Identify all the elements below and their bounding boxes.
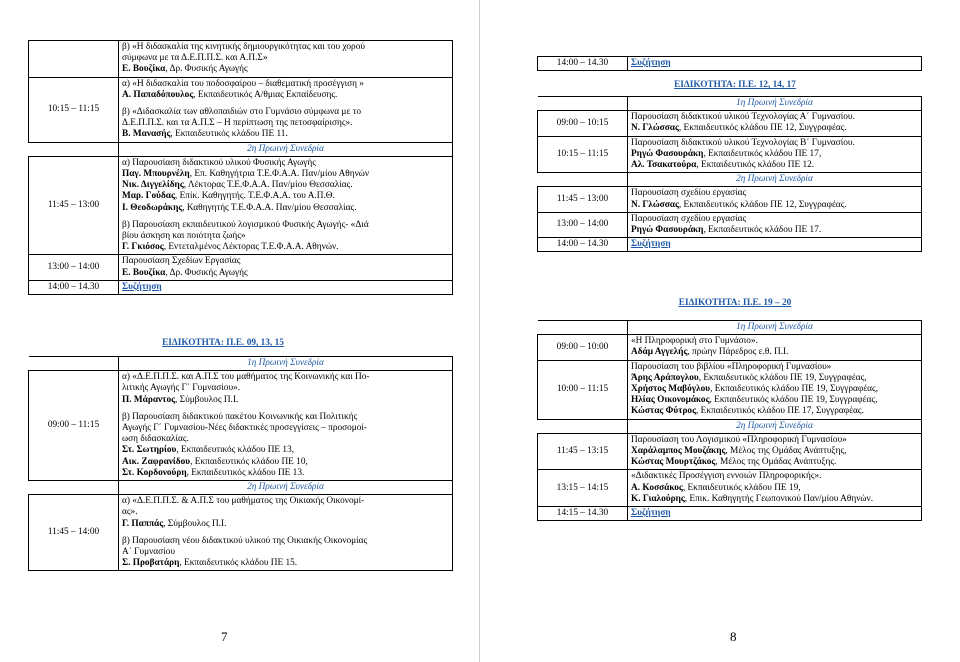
time-cell: 09:00 – 11:15 [29,371,119,481]
content-cell [119,495,453,571]
content-cell [119,77,453,142]
text-line: Κ. Γιαλούρης, Επικ. Καθηγητής Γεωπονικού Παν/μίου Αθηνών. [631,493,874,504]
text-line: Π. Μάραντος, Σύμβουλος Π.Ι. [122,394,239,405]
text-line: λιτικής Αγωγής Γ΄ Γυμνασίου». [122,383,241,394]
session-row [538,321,922,335]
text-line: Αλ. Τσακατούρα, Εκπαιδευτικός κλάδου ΠΕ 12. [631,160,815,171]
right-page [481,0,960,662]
table-row [538,470,922,507]
discussion-label: Συζήτηση [122,281,162,292]
left-page [0,0,478,662]
person-name: Ε. Βουζίκα [122,64,166,75]
time-cell: 10:00 – 11:15 [538,360,628,419]
text-line: Παρουσίαση σχεδίου εργασίας [631,188,747,199]
text-line: Αικ. Ζαφρανίδου, Εκπαιδευτικός κλάδου ΠΕ 10, [122,456,308,467]
text-line: Ηλίας Οικονομάκος, Εκπαιδευτικός κλάδου ΠΕ 19, Συγγραφέας, [631,395,878,406]
table-row [29,77,453,142]
content-cell [119,41,453,78]
text-line: Παρουσίαση του Λογισμικού «Πληροφορική Γυμνασίου» [631,434,847,445]
text-line: β) Παρουσίαση διδακτικού πακέτου Κοινωνικής και Πολιτικής [122,411,358,422]
text-line: Γ. Παππάς, Σύμβουλος Π.Ι. [122,518,227,529]
table-row [538,212,922,237]
text-line: ας». [122,507,138,518]
table-row [29,41,453,78]
session-heading: 1η Πρωινή Συνεδρία [247,358,324,368]
text-line: Χαράλαμπος Μουζάκης, Μέλος της Ομάδας Ανάπτυξης, [631,446,847,457]
text-line: Παρουσίαση Σχεδίων Εργασίας [122,256,241,267]
text-line: «Η Πληροφορική στο Γυμνάσιο». [631,336,758,347]
text-line: Α΄ Γυμνασίου [122,547,175,558]
time-cell: 13:00 – 14:00 [29,255,119,280]
specialty-heading: ΕΙΔΙΚΟΤΗΤΑ: Π.Ε. 09, 13, 15 [162,338,284,348]
text-line: β) Παρουσίαση νέου διδακτικού υλικού της Οικιακής Οικονομίας [122,535,368,546]
right-schedule-table-1 [537,96,922,252]
text-line: Παρουσίαση διδακτικού υλικού Τεχνολογίας Α΄ Γυμνασίου. [631,112,855,123]
text-line: Ε. Βουζίκα, Δρ. Φυσικής Αγωγής [122,267,248,278]
specialty-heading: ΕΙΔΙΚΟΤΗΤΑ: Π.Ε. 12, 14, 17 [674,80,796,90]
table-row [538,335,922,360]
text-line: α) «Δ.Ε.Π.Π.Σ. & Α.Π.Σ του μαθήματος της Οικιακής Οικονομί- [122,496,365,507]
right-top-row-table [537,56,922,71]
text-line: βίου άσκηση και ποιότητα ζωής» [122,231,246,242]
text-line: Παρουσίαση διδακτικού υλικού Τεχνολογίας Β΄ Γυμνασίου. [631,137,855,148]
content-cell [628,57,922,71]
page-number: 7 [221,629,228,644]
text-line: «Διδακτικές Προσέγγιση εννοιών Πληροφορικής». [631,471,822,482]
time-cell: 11:45 – 13:15 [538,433,628,470]
content-cell [628,238,922,252]
text-line: Ρηγώ Φασουράκη, Εκπαιδευτικός κλάδου ΠΕ 17, [631,148,822,159]
text-line: Ν. Γλώσσας, Εκπαιδευτικός κλάδου ΠΕ 12, Συγγραφέας. [631,123,847,134]
content-cell [628,360,922,419]
table-row [29,280,453,294]
content-cell [628,212,922,237]
discussion-label: Συζήτηση [631,508,671,519]
session-heading: 1η Πρωινή Συνεδρία [736,322,813,332]
table-row [538,433,922,470]
table-row [538,187,922,212]
left-bottom-schedule-table [28,356,453,571]
time-cell: 13:00 – 14:00 [538,212,628,237]
table-row [29,156,453,255]
session-row [538,173,922,187]
time-cell: 11:45 – 13:00 [538,187,628,212]
session-heading: 2η Πρωινή Συνεδρία [247,482,324,493]
session-row [538,97,922,111]
content-cell [119,156,453,255]
text-line: Νικ. Διγγελίδης, Λέκτορας Τ.Ε.Φ.Α.Α. Παν/μίου Θεσσαλίας. [122,180,353,191]
table-row [538,238,922,252]
text-line: Στ. Σωτηρίου, Εκπαιδευτικός κλάδου ΠΕ 13, [122,445,295,456]
session-row [29,481,453,495]
text-line: Α. Κοσσάκος, Εκπαιδευτικός κλάδου ΠΕ 19, [631,482,801,493]
session-heading: 2η Πρωινή Συνεδρία [736,174,813,185]
time-cell: 10:15 – 11:15 [29,77,119,142]
content-cell [119,255,453,280]
page-divider [479,0,480,662]
time-cell: 09:00 – 10:00 [538,335,628,360]
time-cell: 11:45 – 13:00 [29,156,119,255]
text-line: Παγ. Μπουρνέλη, Επ. Καθηγήτρια Τ.Ε.Φ.Α.Α. Παν/μίου Αθηνών [122,169,370,180]
table-row [29,255,453,280]
text-line: β) Παρουσίαση εκπαιδευτικού λογισμικού Φυσικής Αγωγής- «Διά [122,219,369,230]
text-line: Ρηγώ Φασουράκη, Εκπαιδευτικός κλάδου ΠΕ 17. [631,225,822,236]
content-cell [628,335,922,360]
time-cell: 14:00 – 14.30 [29,280,119,294]
text-line: Α. Παπαδόπουλος, Εκπαιδευτικός Α/θμιας Εκπαίδευσης. [122,89,338,100]
content-cell [628,187,922,212]
text-line: Δ.Ε.Π.Π.Σ. και τα Α.Π.Σ – Η περίπτωση της πετοσφαίρισης». [122,118,353,129]
session-heading: 1η Πρωινή Συνεδρία [736,98,813,108]
text-line: Β. Μανασής, Εκπαιδευτικός κλάδου ΠΕ 11. [122,129,288,140]
specialty-heading: ΕΙΔΙΚΟΤΗΤΑ: Π.Ε. 19 – 20 [678,298,792,308]
text-line: Ε. Βουζίκα, Δρ. Φυσικής Αγωγής [122,64,248,75]
table-row [538,57,922,71]
session-row [29,142,453,156]
text-line: Ν. Γλώσσας, Εκπαιδευτικός κλάδου ΠΕ 12, Συγγραφέας. [631,199,847,210]
discussion-label: Συζήτηση [631,239,671,250]
text-line: ωση διδασκαλίας. [122,434,189,445]
session-row [29,357,453,371]
table-row [538,360,922,419]
time-cell [29,41,119,78]
text-line: Γ. Γκιόσος, Εντεταλμένος Λέκτορας Τ.Ε.Φ.Α.Α. Αθηνών. [122,242,339,253]
text-line: Κώστας Μουρτζάκος, Μέλος της Ομάδας Ανάπτυξης. [631,457,837,468]
table-row [29,371,453,481]
content-cell [628,470,922,507]
text-line: α) «Η διδασκαλία του ποδοσφαίρου – διαθεματική προσέγγιση » [122,78,364,89]
table-row [538,111,922,136]
time-cell: 14:00 – 14.30 [538,57,628,71]
text-line: Άρης Αράπογλου, Εκπαιδευτικός κλάδου ΠΕ 19, Συγγραφέας, [631,372,867,383]
text-line: Μαρ. Γούδας, Επίκ. Καθηγητής. Τ.Ε.Φ.Α.Α. του Α.Π.Θ. [122,191,335,202]
text-line: Ι. Θεοδωράκης, Καθηγητής Τ.Ε.Φ.Α.Α. Παν/μίου Θεσσαλίας. [122,202,357,213]
right-schedule-table-2 [537,320,922,521]
content-cell [628,136,922,173]
text-line: Κώστας Φύτρος, Εκπαιδευτικός κλάδου ΠΕ 17, Συγγραφέας. [631,406,864,417]
text-line: β) «Διδασκαλία των αθλοπαιδιών στο Γυμνάσιο σύμφωνα με το [122,107,361,118]
text-line: Χρήστος Μαβόγλου, Εκπαιδευτικός κλάδου ΠΕ 19, Συγγραφέας, [631,384,879,395]
time-cell: 10:15 – 11:15 [538,136,628,173]
content-cell [119,371,453,481]
session-heading: 2η Πρωινή Συνεδρία [247,143,324,154]
session-heading: 2η Πρωινή Συνεδρία [736,420,813,431]
table-row [538,136,922,173]
text-line: α) Παρουσίαση διδακτικού υλικού Φυσικής Αγωγής [122,157,316,168]
text-line: Αγωγής Γ΄ Γυμνασίου-Νέες διδακτικές προσεγγίσεις – προσομοί- [122,423,368,434]
table-row [538,507,922,521]
text-line: Σ. Προβατάρη, Εκπαιδευτικός κλάδου ΠΕ 15. [122,558,298,569]
time-cell: 11:45 – 14:00 [29,495,119,571]
time-cell: 14:15 – 14.30 [538,507,628,521]
time-cell: 09:00 – 10:15 [538,111,628,136]
content-cell [628,111,922,136]
time-cell: 14:00 – 14.30 [538,238,628,252]
content-cell [119,280,453,294]
text-line: σύμφωνα με τα Δ.Ε.Π.Π.Σ. και Α.Π.Σ» [122,53,268,64]
content-cell [628,507,922,521]
text-line: α) «Δ.Ε.Π.Π.Σ. και Α.Π.Σ του μαθήματος της Κοινωνικής και Πο- [122,372,370,383]
left-top-schedule-table [28,40,453,295]
table-row [29,495,453,571]
text-line: β) «Η διδασκαλία της κινητικής δημιουργικότητας και του χορού [122,42,365,52]
time-cell: 13:15 – 14:15 [538,470,628,507]
session-row [538,419,922,433]
text-line: Στ. Κορδονούρη, Εκπαιδευτικός κλάδου ΠΕ 13. [122,467,305,478]
page-number: 8 [730,629,737,644]
text-line: Αδάμ Αγγελής, πρώην Πάρεδρος ε.θ. Π.Ι. [631,347,789,358]
discussion-label: Συζήτηση [631,58,671,68]
text-line: Παρουσίαση σχεδίου εργασίας [631,213,747,224]
content-cell [628,433,922,470]
text-line: Παρουσίαση του βιβλίου «Πληροφορική Γυμνασίου» [631,361,832,372]
